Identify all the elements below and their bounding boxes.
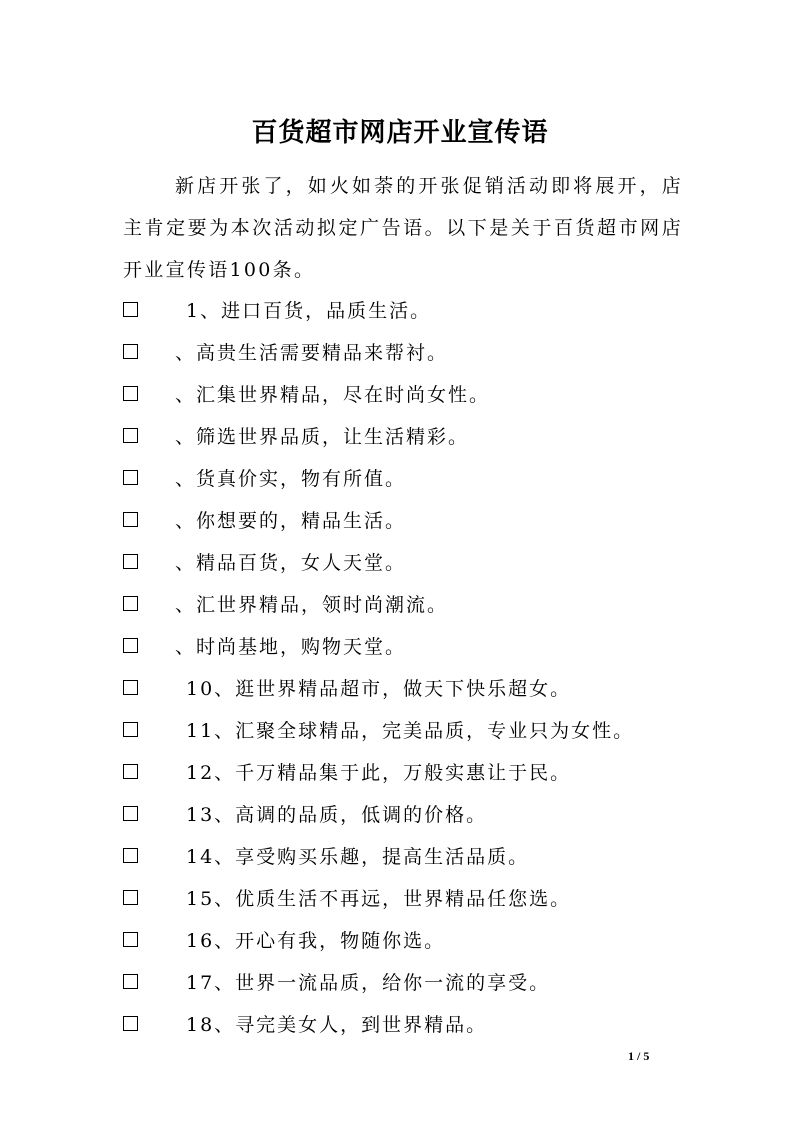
page-number: 1 / 5 xyxy=(628,1049,650,1063)
list-item-text: 、你想要的，精品生活。 xyxy=(175,509,407,532)
checkbox-icon xyxy=(123,386,138,401)
list-item xyxy=(123,876,703,918)
document-title: 百货超市网店开业宣传语 xyxy=(251,118,549,148)
list-item-text: 1、进口百货，品质生活。 xyxy=(186,299,432,322)
list-item xyxy=(123,414,703,456)
checkbox-icon xyxy=(123,1016,138,1031)
checkbox-icon xyxy=(123,512,138,527)
list-item-text: 、货真价实，物有所值。 xyxy=(175,467,407,490)
list-item xyxy=(123,288,703,330)
checkbox-icon xyxy=(123,596,138,611)
checkbox-icon xyxy=(123,722,138,737)
list-item-text: 10、逛世界精品超市，做天下快乐超女。 xyxy=(186,677,572,700)
list-item-text: 15、优质生活不再远，世界精品任您选。 xyxy=(186,887,572,910)
checkbox-icon xyxy=(123,554,138,569)
list-item xyxy=(123,960,703,1002)
list-item xyxy=(123,792,703,834)
checkbox-icon xyxy=(123,974,138,989)
list-item-text: 16、开心有我，物随你选。 xyxy=(186,929,446,952)
list-item-text: 、汇世界精品，领时尚潮流。 xyxy=(175,593,449,616)
checkbox-icon xyxy=(123,428,138,443)
list-item xyxy=(123,498,703,540)
list-item xyxy=(123,918,703,960)
list-item xyxy=(123,834,703,876)
list-item-text: 、汇集世界精品，尽在时尚女性。 xyxy=(175,383,491,406)
list-item xyxy=(123,372,703,414)
list-item xyxy=(123,540,703,582)
checkbox-icon xyxy=(123,680,138,695)
list-item xyxy=(123,456,703,498)
checkbox-icon xyxy=(123,470,138,485)
list-item xyxy=(123,750,703,792)
list-item-text: 、精品百货，女人天堂。 xyxy=(175,551,407,574)
slogan-list xyxy=(123,288,703,1044)
list-item-text: 、高贵生活需要精品来帮衬。 xyxy=(175,341,449,364)
list-item-text: 13、高调的品质，低调的价格。 xyxy=(186,803,488,826)
list-item xyxy=(123,1002,703,1044)
checkbox-icon xyxy=(123,344,138,359)
list-item-text: 14、享受购买乐趣，提高生活品质。 xyxy=(186,845,530,868)
list-item xyxy=(123,330,703,372)
list-item-text: 、时尚基地，购物天堂。 xyxy=(175,635,407,658)
list-item xyxy=(123,666,703,708)
checkbox-icon xyxy=(123,638,138,653)
list-item-text: 、筛选世界品质，让生活精彩。 xyxy=(175,425,470,448)
list-item xyxy=(123,624,703,666)
checkbox-icon xyxy=(123,890,138,905)
list-item xyxy=(123,582,703,624)
list-item xyxy=(123,708,703,750)
checkbox-icon xyxy=(123,764,138,779)
list-item-text: 17、世界一流品质，给你一流的享受。 xyxy=(186,971,551,994)
checkbox-icon xyxy=(123,932,138,947)
list-item-text: 18、寻完美女人，到世界精品。 xyxy=(186,1013,488,1036)
checkbox-icon xyxy=(123,302,138,317)
list-item-text: 11、汇聚全球精品，完美品质，专业只为女性。 xyxy=(186,719,635,742)
checkbox-icon xyxy=(123,806,138,821)
list-item-text: 12、千万精品集于此，万般实惠让于民。 xyxy=(186,761,572,784)
intro-paragraph: 新店开张了，如火如荼的开张促销活动即将展开，店主肯定要为本次活动拟定广告语。以下是关于百货超市网店开业宣传语100条。 xyxy=(123,175,683,281)
checkbox-icon xyxy=(123,848,138,863)
